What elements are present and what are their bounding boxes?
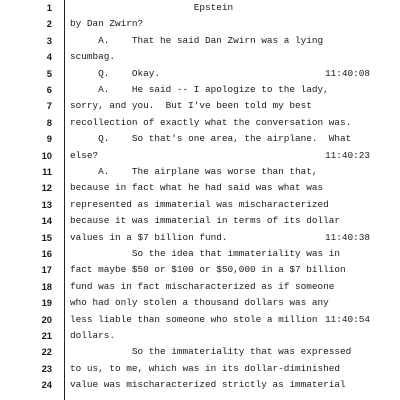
transcript-line: [0, 82, 400, 98]
timestamp: 11:40:23: [325, 149, 371, 161]
transcript-line: [0, 33, 400, 49]
transcript-line: [0, 361, 400, 377]
line-text: less liable than someone who stole a million: [70, 313, 318, 325]
line-number: 21: [41, 330, 52, 341]
transcript-line: [0, 131, 400, 147]
transcript-line: [0, 213, 400, 229]
transcript-line: [0, 98, 400, 114]
transcript-line: [0, 312, 400, 328]
line-number: 1: [46, 2, 52, 13]
line-text: Q. Okay.: [70, 67, 161, 79]
transcript-line: [0, 0, 400, 16]
line-number: 20: [41, 313, 52, 325]
line-number: 11: [42, 166, 52, 177]
line-text: So the immateriality that was expressed: [70, 346, 352, 358]
line-number: 17: [41, 264, 52, 276]
transcript-line: [0, 279, 400, 295]
line-number: 12: [41, 182, 52, 194]
line-text: who had only stolen a thousand dollars was any: [70, 297, 329, 309]
line-text: because it was immaterial in terms of its dollar: [70, 215, 341, 227]
line-text: represented as immaterial was mischaracterized: [70, 198, 329, 210]
timestamp: 11:40:54: [325, 313, 371, 325]
transcript-line: [0, 148, 400, 164]
line-text: value was mischaracterized strictly as immaterial: [70, 379, 346, 391]
line-number: 7: [46, 100, 52, 112]
line-number: 10: [41, 149, 52, 161]
line-number: 2: [46, 18, 52, 30]
transcript-line: [0, 115, 400, 131]
transcript-line: [0, 164, 400, 180]
line-text: A. The airplane was worse than that,: [70, 166, 318, 177]
line-number: 4: [46, 51, 52, 63]
transcript-line: [0, 295, 400, 311]
line-text: values in a $7 billion fund.: [70, 231, 228, 243]
transcript-line: [0, 66, 400, 82]
transcript-line: [0, 377, 400, 393]
line-text: to us, to me, which was in its dollar-diminished: [70, 362, 341, 374]
line-number: 6: [46, 84, 52, 95]
line-number: 22: [41, 346, 52, 358]
line-number: 3: [46, 34, 52, 46]
transcript-line: [0, 246, 400, 262]
timestamp: 11:40:38: [325, 231, 371, 243]
line-text: fact maybe $50 or $100 or $50,000 in a $7 billion: [70, 264, 346, 276]
line-number: 15: [41, 231, 52, 243]
line-number: 14: [41, 215, 52, 227]
line-text: So the idea that immateriality was in: [70, 248, 341, 259]
line-text: by Dan Zwirn?: [70, 18, 144, 30]
line-text: sorry, and you. But I've been told my best: [70, 100, 312, 112]
timestamp: 11:40:08: [325, 67, 371, 79]
line-text: A. He said -- I apologize to the lady,: [70, 84, 329, 95]
line-number: 19: [41, 297, 52, 309]
line-text: Q. So that's one area, the airplane. What: [70, 133, 352, 145]
transcript-line: [0, 344, 400, 360]
transcript-line: [0, 262, 400, 278]
line-number: 8: [46, 116, 52, 128]
line-number: 24: [41, 379, 52, 391]
transcript-line: [0, 180, 400, 196]
line-text: dollars.: [70, 330, 116, 341]
transcript-line: [0, 49, 400, 65]
line-text: recollection of exactly what the conversation was.: [70, 116, 352, 128]
transcript-line: [0, 197, 400, 213]
line-text: fund was in fact mischaracterized as if someone: [70, 280, 335, 292]
transcript-line: [0, 230, 400, 246]
line-number: 23: [41, 362, 52, 374]
line-text: because in fact what he had said was what was: [70, 182, 324, 194]
line-text: Epstein: [70, 2, 234, 13]
line-number: 16: [41, 248, 52, 259]
transcript-line: [0, 16, 400, 32]
line-number: 5: [46, 67, 52, 79]
line-text: else?: [70, 149, 99, 161]
line-number: 9: [46, 133, 52, 145]
transcript-line: [0, 328, 400, 344]
line-number: 13: [41, 198, 52, 210]
line-text: A. That he said Dan Zwirn was a lying: [70, 34, 324, 46]
line-number: 18: [41, 280, 52, 292]
line-text: scumbag.: [70, 51, 116, 63]
